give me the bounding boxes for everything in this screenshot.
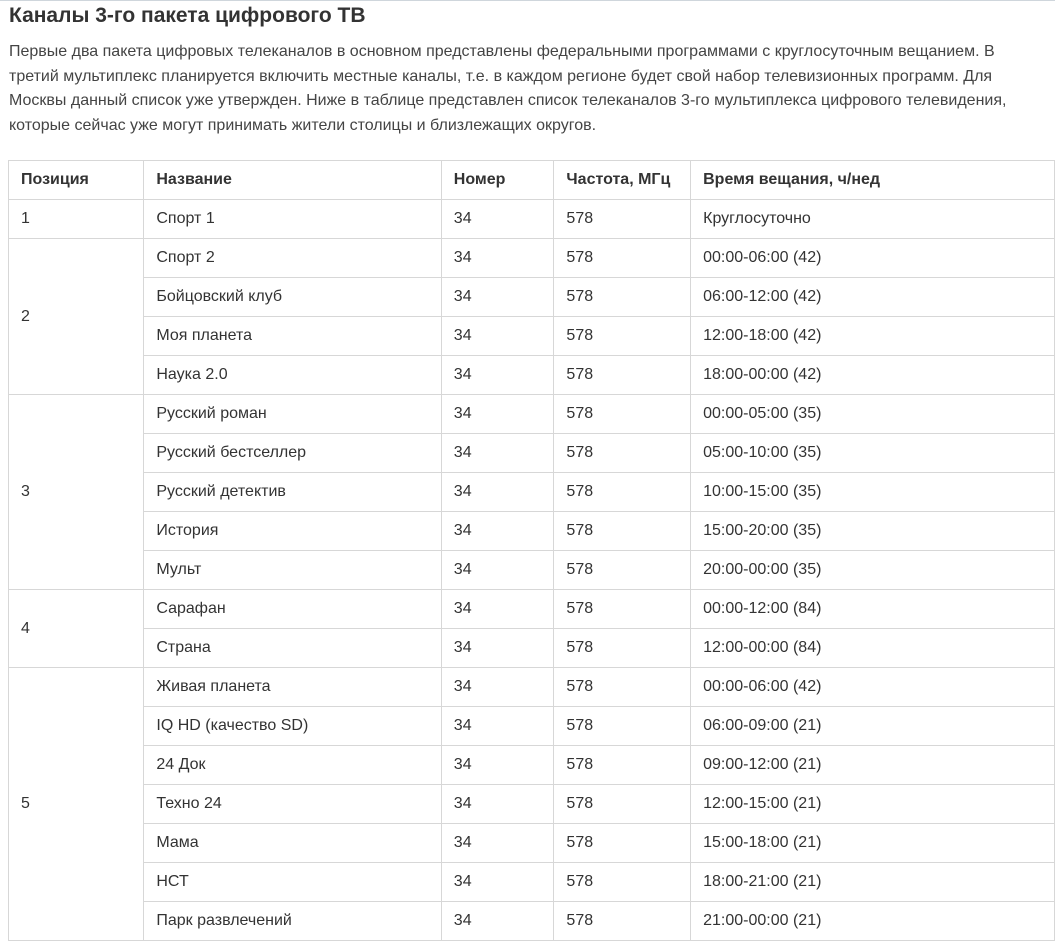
broadcast-time-cell: 15:00-20:00 (35): [691, 512, 1055, 551]
table-row: [9, 434, 1055, 473]
channel-number-cell: 34: [441, 473, 554, 512]
table-row: [9, 395, 1055, 434]
channel-number-cell: 34: [441, 434, 554, 473]
channel-number-cell: 34: [441, 551, 554, 590]
frequency-cell: 578: [554, 785, 691, 824]
channel-number-cell: 34: [441, 902, 554, 941]
broadcast-time-cell: 18:00-21:00 (21): [691, 863, 1055, 902]
broadcast-time-cell: Круглосуточно: [691, 200, 1055, 239]
broadcast-time-cell: 06:00-09:00 (21): [691, 707, 1055, 746]
channel-name-cell: Живая планета: [144, 668, 441, 707]
frequency-cell: 578: [554, 200, 691, 239]
channel-number-cell: 34: [441, 785, 554, 824]
frequency-cell: 578: [554, 473, 691, 512]
channel-name-cell: Наука 2.0: [144, 356, 441, 395]
table-row: [9, 707, 1055, 746]
broadcast-time-cell: 21:00-00:00 (21): [691, 902, 1055, 941]
table-row: [9, 824, 1055, 863]
channel-number-cell: 34: [441, 317, 554, 356]
frequency-cell: 578: [554, 629, 691, 668]
frequency-cell: 578: [554, 707, 691, 746]
table-row: [9, 200, 1055, 239]
channel-number-cell: 34: [441, 668, 554, 707]
frequency-cell: 578: [554, 824, 691, 863]
header-broadcast-time: Время вещания, ч/нед: [691, 161, 1055, 200]
channels-table: [8, 160, 1055, 941]
channel-name-cell: Русский роман: [144, 395, 441, 434]
table-row: [9, 551, 1055, 590]
table-row: [9, 902, 1055, 941]
header-position: Позиция: [9, 161, 144, 200]
table-row: [9, 317, 1055, 356]
channel-name-cell: Русский бестселлер: [144, 434, 441, 473]
frequency-cell: 578: [554, 278, 691, 317]
frequency-cell: 578: [554, 863, 691, 902]
frequency-cell: 578: [554, 356, 691, 395]
channel-name-cell: История: [144, 512, 441, 551]
broadcast-time-cell: 06:00-12:00 (42): [691, 278, 1055, 317]
channel-name-cell: Моя планета: [144, 317, 441, 356]
channel-number-cell: 34: [441, 200, 554, 239]
table-row: [9, 863, 1055, 902]
broadcast-time-cell: 12:00-15:00 (21): [691, 785, 1055, 824]
channel-name-cell: Страна: [144, 629, 441, 668]
page-title: Каналы 3-го пакета цифрового ТВ: [9, 4, 366, 27]
channel-name-cell: Техно 24: [144, 785, 441, 824]
channel-number-cell: 34: [441, 395, 554, 434]
channel-number-cell: 34: [441, 356, 554, 395]
frequency-cell: 578: [554, 317, 691, 356]
table-row: [9, 512, 1055, 551]
broadcast-time-cell: 12:00-00:00 (84): [691, 629, 1055, 668]
header-name: Название: [144, 161, 441, 200]
channel-number-cell: 34: [441, 863, 554, 902]
channel-name-cell: Мама: [144, 824, 441, 863]
broadcast-time-cell: 05:00-10:00 (35): [691, 434, 1055, 473]
frequency-cell: 578: [554, 239, 691, 278]
table-header-row: [9, 161, 1055, 200]
table-row: [9, 785, 1055, 824]
broadcast-time-cell: 12:00-18:00 (42): [691, 317, 1055, 356]
frequency-cell: 578: [554, 590, 691, 629]
channel-name-cell: Спорт 2: [144, 239, 441, 278]
table-row: [9, 278, 1055, 317]
table-row: [9, 590, 1055, 629]
channel-name-cell: Сарафан: [144, 590, 441, 629]
frequency-cell: 578: [554, 902, 691, 941]
table-row: [9, 629, 1055, 668]
broadcast-time-cell: 09:00-12:00 (21): [691, 746, 1055, 785]
channel-number-cell: 34: [441, 824, 554, 863]
table-row: [9, 473, 1055, 512]
frequency-cell: 578: [554, 668, 691, 707]
table-row: [9, 239, 1055, 278]
broadcast-time-cell: 00:00-12:00 (84): [691, 590, 1055, 629]
position-cell: 5: [9, 668, 144, 941]
position-cell: 3: [9, 395, 144, 590]
header-number: Номер: [441, 161, 554, 200]
table-row: [9, 356, 1055, 395]
channel-number-cell: 34: [441, 629, 554, 668]
broadcast-time-cell: 18:00-00:00 (42): [691, 356, 1055, 395]
channel-name-cell: НСТ: [144, 863, 441, 902]
frequency-cell: 578: [554, 551, 691, 590]
broadcast-time-cell: 00:00-06:00 (42): [691, 239, 1055, 278]
broadcast-time-cell: 00:00-05:00 (35): [691, 395, 1055, 434]
channel-number-cell: 34: [441, 746, 554, 785]
channel-name-cell: Спорт 1: [144, 200, 441, 239]
table-row: [9, 668, 1055, 707]
broadcast-time-cell: 15:00-18:00 (21): [691, 824, 1055, 863]
channel-name-cell: Русский детектив: [144, 473, 441, 512]
broadcast-time-cell: 00:00-06:00 (42): [691, 668, 1055, 707]
position-cell: 1: [9, 200, 144, 239]
frequency-cell: 578: [554, 746, 691, 785]
position-cell: 2: [9, 239, 144, 395]
channel-name-cell: Бойцовский клуб: [144, 278, 441, 317]
position-cell: 4: [9, 590, 144, 668]
channel-number-cell: 34: [441, 278, 554, 317]
top-divider: [0, 0, 1055, 1]
channel-name-cell: Мульт: [144, 551, 441, 590]
channel-name-cell: 24 Док: [144, 746, 441, 785]
intro-paragraph: Первые два пакета цифровых телеканалов в основном представлены федеральными программами с круглосуточным вещанием. В третий мультиплекс планируется включить местные каналы, т.е. в каждом регионе будет свой набор телевизионных программ. Для Москвы данный список уже утвержден. Ниже в таблице представлен список телеканалов 3-го мультиплекса цифрового телевидения, которые сейчас уже могут принимать жители столицы и близлежащих округов.: [9, 43, 1007, 134]
channel-number-cell: 34: [441, 707, 554, 746]
channel-number-cell: 34: [441, 512, 554, 551]
channel-name-cell: Парк развлечений: [144, 902, 441, 941]
channel-number-cell: 34: [441, 239, 554, 278]
broadcast-time-cell: 20:00-00:00 (35): [691, 551, 1055, 590]
channel-number-cell: 34: [441, 590, 554, 629]
frequency-cell: 578: [554, 434, 691, 473]
header-frequency: Частота, МГц: [554, 161, 691, 200]
table-body: [9, 200, 1055, 941]
broadcast-time-cell: 10:00-15:00 (35): [691, 473, 1055, 512]
frequency-cell: 578: [554, 512, 691, 551]
channel-name-cell: IQ HD (качество SD): [144, 707, 441, 746]
table-row: [9, 746, 1055, 785]
frequency-cell: 578: [554, 395, 691, 434]
